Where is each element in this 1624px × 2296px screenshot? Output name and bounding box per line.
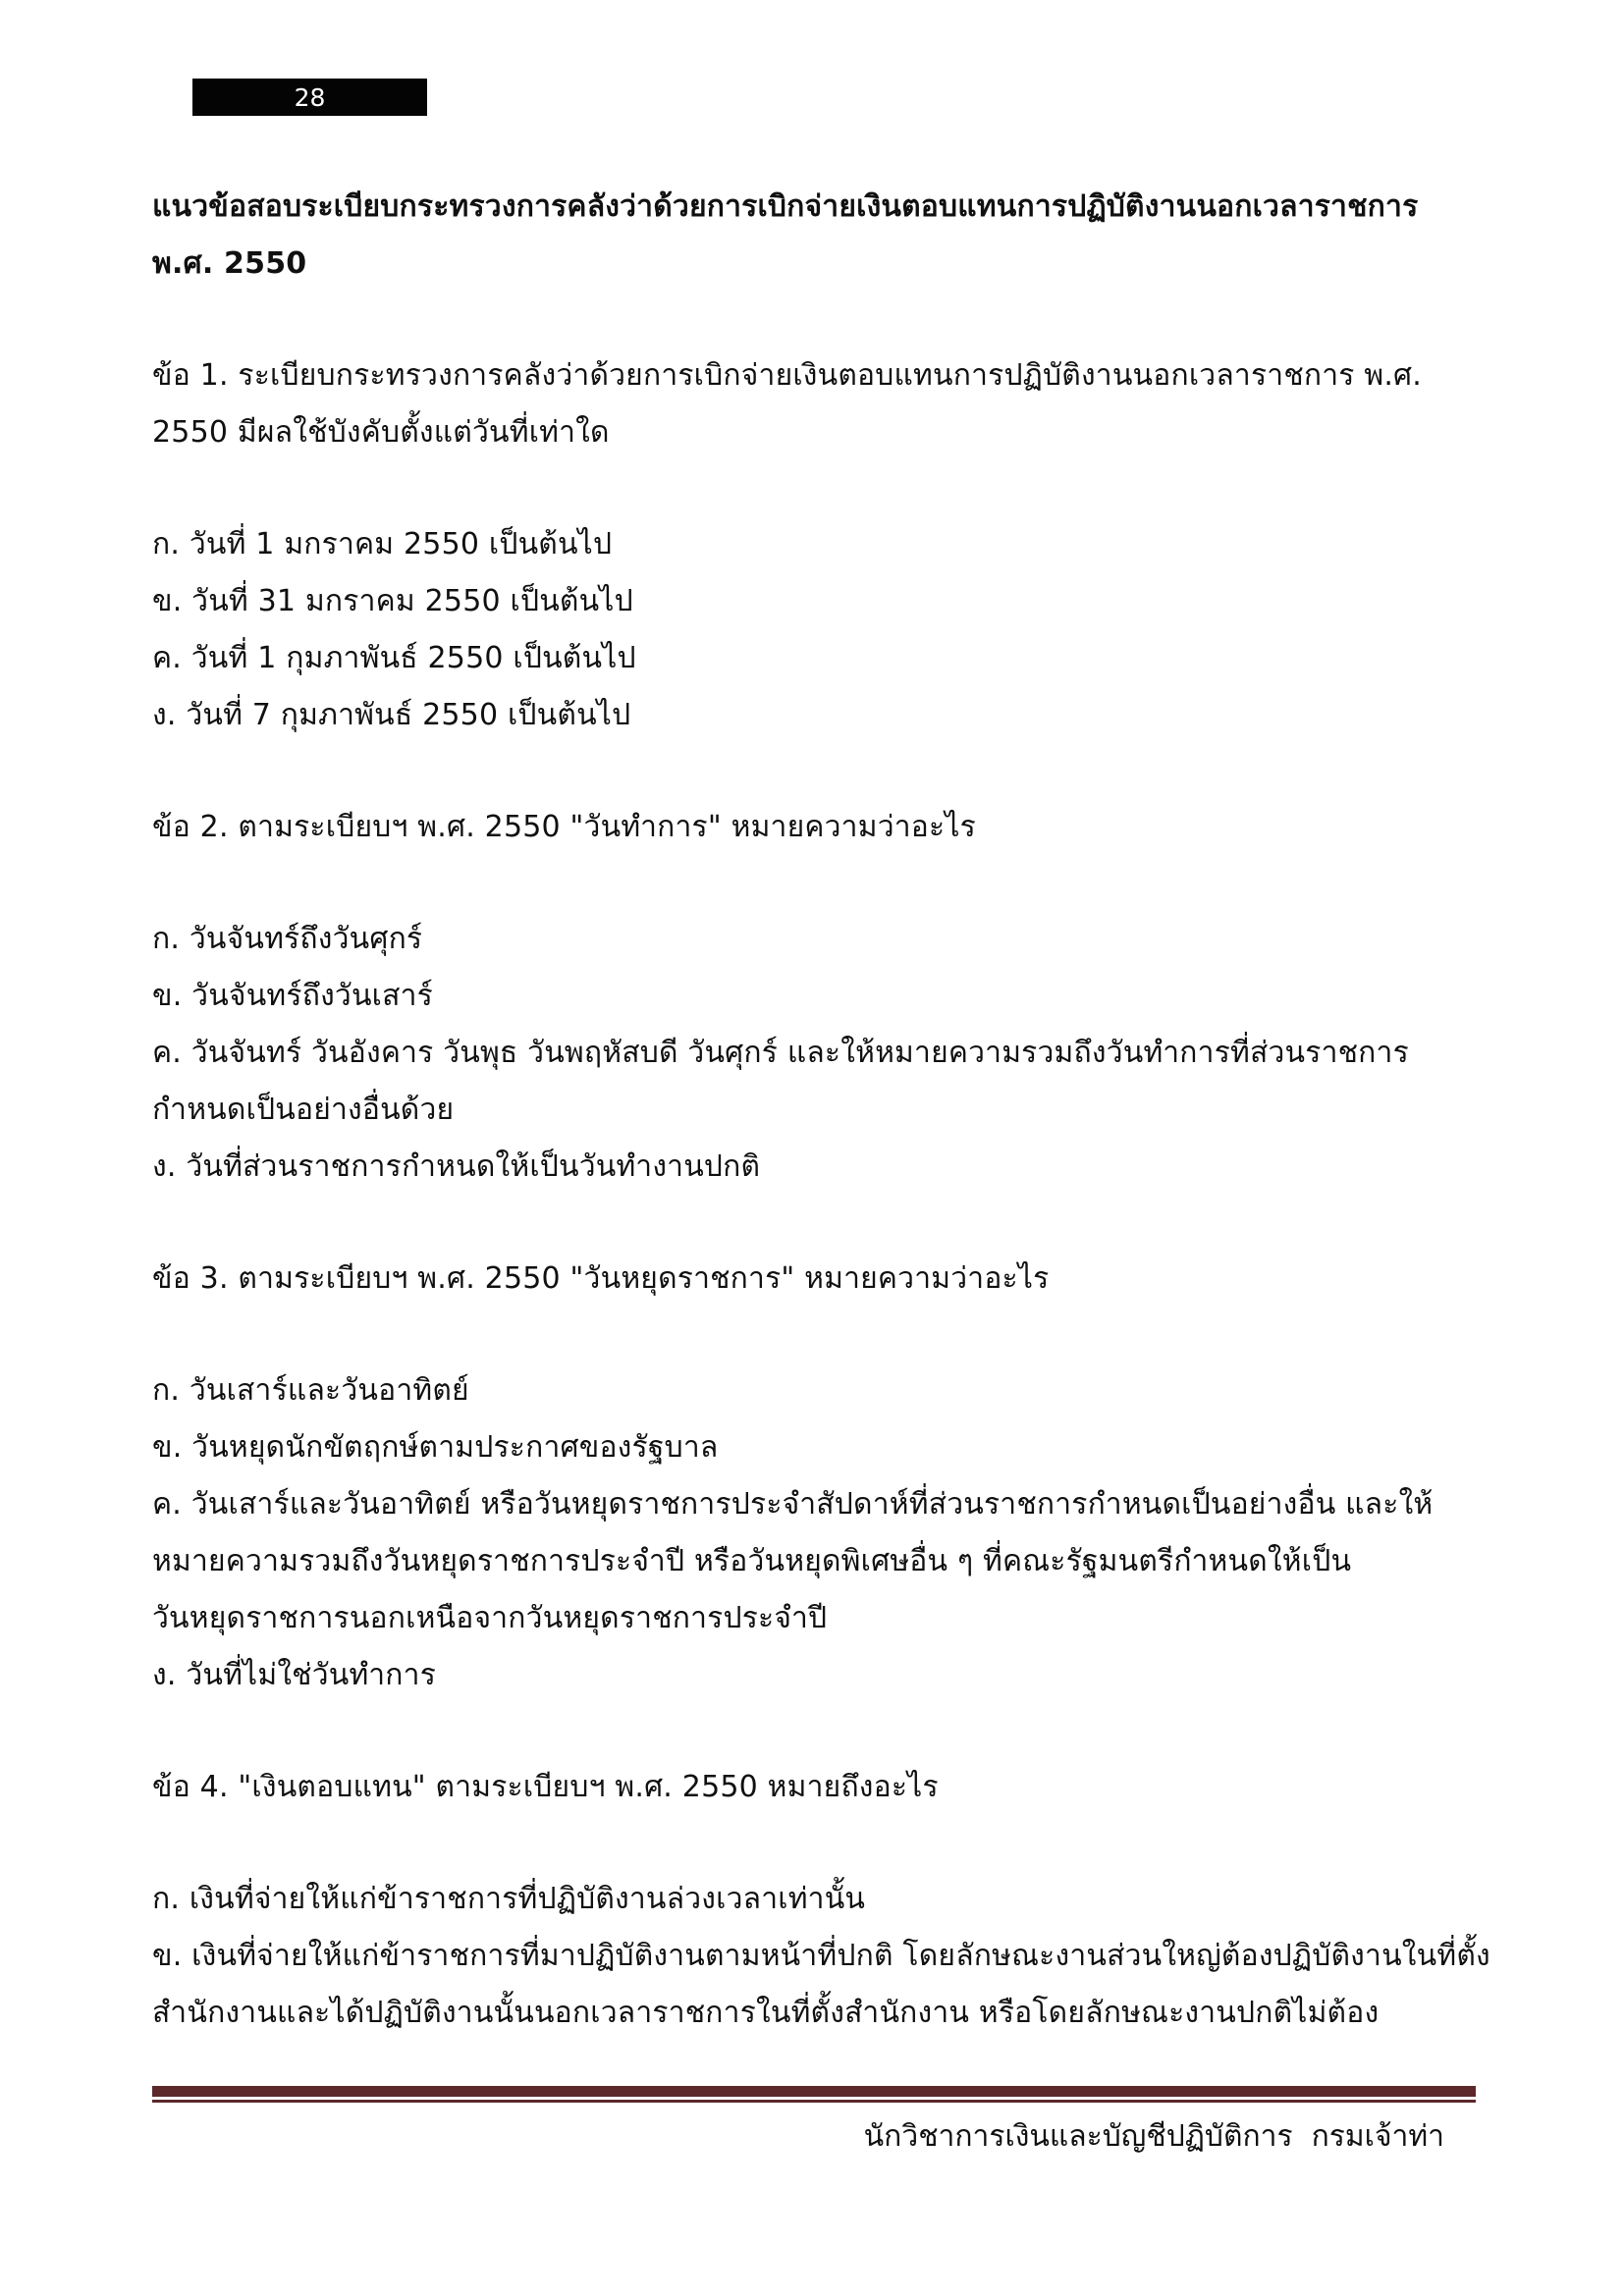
- question-2-choices: [152, 911, 1480, 1196]
- footer-position-title: นักวิชาการเงินและบัญชีปฏิบัติการ กรมเจ้าท่า: [863, 2119, 1444, 2154]
- title-line-1: แนวข้อสอบระเบียบกระทรวงการคลังว่าด้วยการเบิกจ่ายเงินตอบแทนการปฏิบัติงานนอกเวลาราชการ: [152, 189, 1419, 224]
- question-4-choice-a: ก. เงินที่จ่ายให้แก่ข้าราชการที่ปฏิบัติงานล่วงเวลาเท่านั้น: [152, 1882, 866, 1916]
- question-3-choice-b: ข. วันหยุดนักขัตฤกษ์ตามประกาศของรัฐบาล: [152, 1430, 719, 1465]
- question-1-choices: [152, 516, 1480, 744]
- question-4-choice-b-line-1: ข. เงินที่จ่ายให้แก่ข้าราชการที่มาปฏิบัติงานตามหน้าที่ปกติ โดยลักษณะงานส่วนใหญ่ต้องปฏิบัติงานในที่ตั้ง: [152, 1939, 1490, 1973]
- footer-rule-thin: [152, 2100, 1476, 2103]
- question-3-choice-d: ง. วันที่ไม่ใช่วันทำการ: [152, 1658, 437, 1692]
- question-2-choice-d: ง. วันที่ส่วนราชการกำหนดให้เป็นวันทำงานปกติ: [152, 1149, 761, 1184]
- document-body: [152, 179, 1490, 2097]
- question-1-choice-d: ง. วันที่ 7 กุมภาพันธ์ 2550 เป็นต้นไป: [152, 698, 631, 732]
- question-1-choice-a: ก. วันที่ 1 มกราคม 2550 เป็นต้นไป: [152, 527, 613, 561]
- question-2-choice-b: ข. วันจันทร์ถึงวันเสาร์: [152, 979, 433, 1013]
- question-3-choices: [152, 1362, 1480, 1704]
- question-3-choice-c-line-1: ค. วันเสาร์และวันอาทิตย์ หรือวันหยุดราชการประจำสัปดาห์ที่ส่วนราชการกำหนดเป็นอย่างอื่น และให้: [152, 1487, 1434, 1522]
- question-1-text: [152, 347, 1480, 461]
- question-2-line-1: ข้อ 2. ตามระเบียบฯ พ.ศ. 2550 "วันทำการ" หมายความว่าอะไร: [152, 810, 976, 844]
- question-1-choice-c: ค. วันที่ 1 กุมภาพันธ์ 2550 เป็นต้นไป: [152, 641, 636, 675]
- question-1-choice-b: ข. วันที่ 31 มกราคม 2550 เป็นต้นไป: [152, 584, 633, 618]
- question-2-choice-a: ก. วันจันทร์ถึงวันศุกร์: [152, 922, 423, 956]
- question-3-choice-c-line-2: หมายความรวมถึงวันหยุดราชการประจำปี หรือวันหยุดพิเศษอื่น ๆ ที่คณะรัฐมนตรีกำหนดให้เป็น: [152, 1544, 1352, 1578]
- question-3-choice-a: ก. วันเสาร์และวันอาทิตย์: [152, 1373, 469, 1408]
- question-4-text: [152, 1759, 1480, 1816]
- question-4-choice-b-line-2: สำนักงานและได้ปฏิบัติงานนั้นนอกเวลาราชการในที่ตั้งสำนักงาน หรือโดยลักษณะงานปกติไม่ต้อง: [152, 1996, 1380, 2030]
- page-number-badge: [192, 79, 427, 116]
- question-3-text: [152, 1251, 1480, 1308]
- question-1-line-2: 2550 มีผลใช้บังคับตั้งแต่วันที่เท่าใด: [152, 415, 610, 450]
- question-4-choices: [152, 1871, 1490, 2042]
- question-1-line-1: ข้อ 1. ระเบียบกระทรวงการคลังว่าด้วยการเบิกจ่ายเงินตอบแทนการปฏิบัติงานนอกเวลาราชการ พ.ศ.: [152, 358, 1423, 393]
- page-number: 28: [294, 82, 326, 112]
- question-3-line-1: ข้อ 3. ตามระเบียบฯ พ.ศ. 2550 "วันหยุดราชการ" หมายความว่าอะไร: [152, 1261, 1050, 1296]
- title-line-2: พ.ศ. 2550: [152, 246, 307, 281]
- question-2-text: [152, 799, 1480, 856]
- question-2-choice-c-line-2: กำหนดเป็นอย่างอื่นด้วย: [152, 1093, 455, 1127]
- document-title: [152, 179, 1480, 293]
- question-3-choice-c-line-3: วันหยุดราชการนอกเหนือจากวันหยุดราชการประจำปี: [152, 1601, 828, 1635]
- page-footer: [152, 2086, 1476, 2159]
- footer-rule-thick: [152, 2086, 1476, 2097]
- question-4-line-1: ข้อ 4. "เงินตอบแทน" ตามระเบียบฯ พ.ศ. 2550 หมายถึงอะไร: [152, 1770, 939, 1804]
- question-2-choice-c-line-1: ค. วันจันทร์ วันอังคาร วันพุธ วันพฤหัสบดี วันศุกร์ และให้หมายความรวมถึงวันทำการที่ส่วนราชการ: [152, 1036, 1409, 1070]
